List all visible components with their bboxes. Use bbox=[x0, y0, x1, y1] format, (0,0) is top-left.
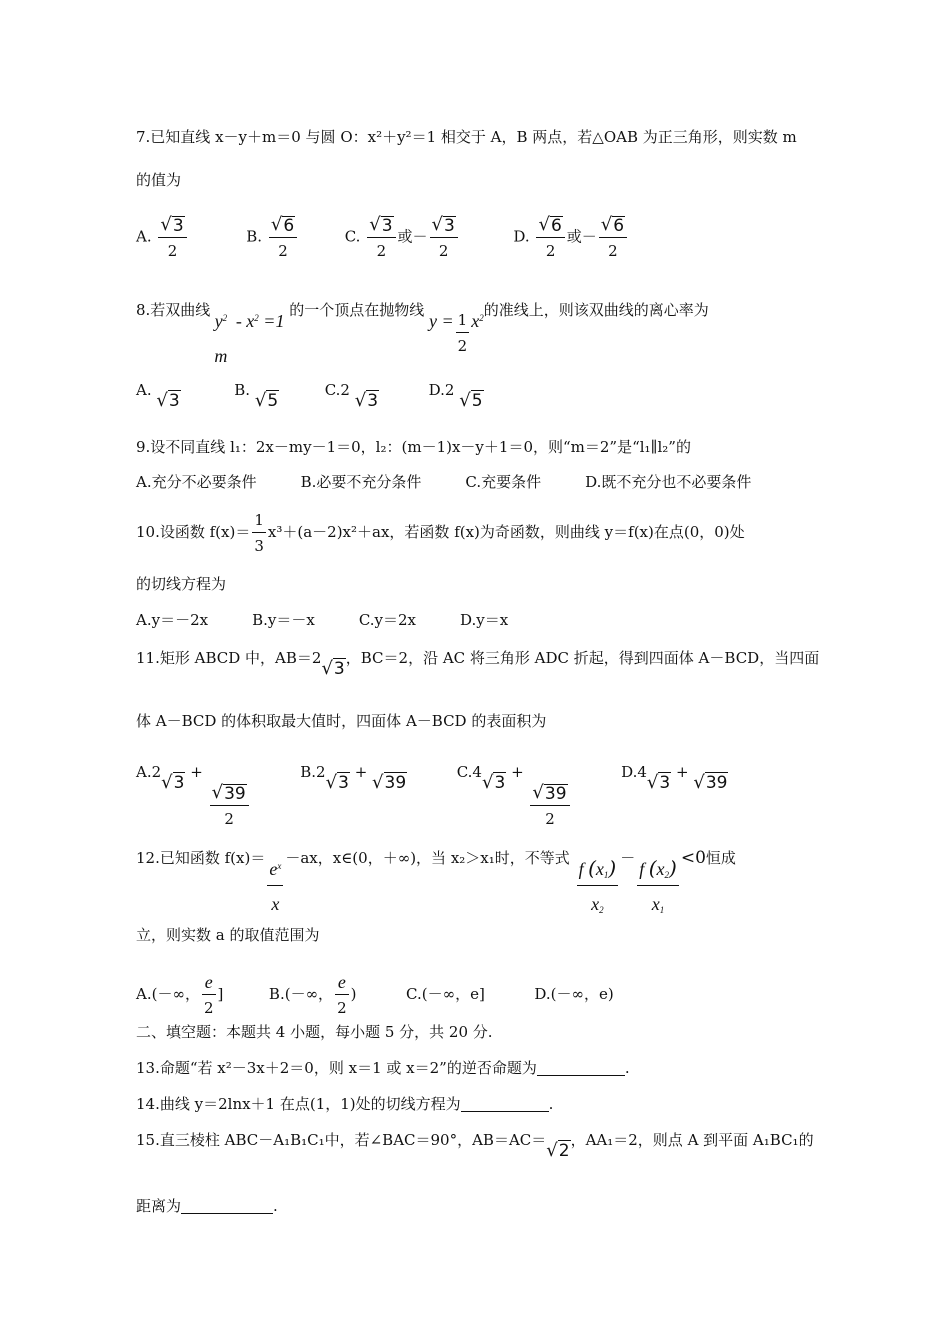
q12-option-b-label: B.(－∞， bbox=[268, 985, 334, 1003]
q8-stem: 8.若双曲线 $y^2$ m - $x^2 =1$ 的一个顶点在抛物线 y = $\frac{1}{2}$ $x^2$的准线上，则该双曲线的离心率为 bbox=[136, 301, 709, 366]
q11-option-a-sqrt3: √3 bbox=[161, 772, 185, 793]
q12-mid: －ax，x∈(0，＋∞)，当 x₂＞x₁时，不等式 bbox=[285, 849, 570, 867]
q8-option-b-label: B. bbox=[234, 381, 251, 399]
q12-stem-line1: 12.已知函数 f(x)＝ $\frac{e^x}{x}$ －ax，x∈(0，＋∞)，当 x₂＞x₁时，不等式 $\frac{f (x_1)}{x_2}$ － $\frac{f (x_2)}{x_1}$ <0恒成 bbox=[136, 848, 736, 915]
q10-option-d: D.y＝x bbox=[460, 611, 509, 629]
q8-prefix: 8.若双曲线 bbox=[136, 301, 211, 319]
q9-option-c: C.充要条件 bbox=[465, 473, 542, 491]
q11-stem-line2: 体 A－BCD 的体积取最大值时，四面体 A－BCD 的表面积为 bbox=[136, 712, 547, 730]
q10-options bbox=[136, 610, 508, 630]
q7-option-a-label: A. bbox=[136, 227, 152, 246]
q15-end: . bbox=[273, 1197, 278, 1215]
q9-stem: 9.设不同直线 l₁：2x－my－1＝0，l₂：(m－1)x－y＋1＝0，则“m＝2”是“l₁∥l₂”的 bbox=[136, 438, 691, 456]
q10-stem-line2: 的切线方程为 bbox=[136, 575, 227, 593]
q8-option-a-math: √3 bbox=[156, 390, 180, 411]
q10-suffix: x³＋(a－2)x²＋ax，若函数 f(x)为奇函数，则曲线 y＝f(x)在点(0，0)处 bbox=[267, 523, 745, 541]
q11-option-d-label: D.4 bbox=[621, 763, 647, 781]
q7-stem-line1: 7.已知直线 x－y＋m＝0 与圆 O：x²＋y²＝1 相交于 A，B 两点，若△OAB 为正三角形，则实数 m bbox=[136, 128, 797, 146]
q7-option-c-math-neg: √ 3 2 bbox=[430, 214, 458, 261]
q15-suffix: ，AA₁＝2，则点 A 到平面 A₁BC₁的 bbox=[570, 1131, 814, 1149]
q12-option-b-math: $\frac{e}{2}$ bbox=[337, 972, 347, 1017]
q14-answer-blank[interactable] bbox=[461, 1111, 549, 1112]
q14-text: 14.曲线 y＝2lnx＋1 在点(1，1)处的切线方程为 bbox=[136, 1095, 461, 1113]
q10-option-c: C.y＝2x bbox=[358, 611, 417, 629]
q8-option-a-label: A. bbox=[136, 381, 152, 399]
q8-option-d-math: √5 bbox=[459, 390, 483, 411]
q10-option-a: A.y＝－2x bbox=[136, 611, 209, 629]
q7-stem-line2: 的值为 bbox=[136, 171, 182, 189]
q11-option-c-math: √ 39 2 bbox=[530, 782, 569, 829]
q10-option-b: B.y＝－x bbox=[252, 611, 315, 629]
q7-option-c-math: √ 3 2 bbox=[367, 214, 395, 261]
q11-option-b-label: B.2 bbox=[300, 763, 326, 781]
q7-options bbox=[136, 214, 629, 261]
q10-stem-line1 bbox=[136, 510, 745, 556]
q11-option-a-label: A.2 bbox=[136, 763, 162, 781]
q15-sqrt2: √2 bbox=[546, 1140, 570, 1161]
q12-option-d: D.(－∞，e) bbox=[534, 985, 614, 1003]
q12-inequality-right: $\frac{f (x_2)}{x_1}$ bbox=[639, 856, 677, 915]
q13-text: 13.命题“若 x²－3x＋2＝0，则 x＝1 或 x＝2”的逆否命题为 bbox=[136, 1059, 537, 1077]
q11-prefix: 11.矩形 ABCD 中，AB＝2 bbox=[136, 649, 322, 667]
q8-parabola-math: $\frac{1}{2}$ bbox=[457, 311, 468, 355]
q12-function-math: $\frac{e^x}{x}$ bbox=[269, 859, 282, 914]
q12-option-a-end: ] bbox=[217, 985, 224, 1003]
q11-option-b-sqrt3: √3 bbox=[325, 772, 349, 793]
q8-option-d-label: D.2 bbox=[428, 381, 455, 399]
q7-option-d-math-neg: √ 6 2 bbox=[599, 214, 627, 261]
q11-stem-line1 bbox=[136, 648, 820, 679]
q10-prefix: 10.设函数 f(x)＝ bbox=[136, 523, 251, 541]
q15-stem-line1 bbox=[136, 1130, 814, 1161]
q15-prefix: 15.直三棱柱 ABC－A₁B₁C₁中，若∠BAC＝90°，AB＝AC＝ bbox=[136, 1131, 547, 1149]
q11-option-d-sqrt3: √3 bbox=[646, 772, 671, 793]
q8-option-c-label: C.2 bbox=[324, 381, 350, 399]
q11-option-d-math: √39 bbox=[693, 772, 728, 793]
q13-stem bbox=[136, 1058, 630, 1078]
q10-fraction: $\frac{1}{3}$ bbox=[254, 511, 264, 555]
q8-mid: 的一个顶点在抛物线 bbox=[289, 301, 425, 319]
q8-option-b-math: √5 bbox=[254, 390, 279, 411]
q11-suffix: ，BC＝2，沿 AC 将三角形 ADC 折起，得到四面体 A－BCD，当四面 bbox=[345, 649, 820, 667]
q12-option-c: C.(－∞，e] bbox=[406, 985, 485, 1003]
q8-suffix: 的准线上，则该双曲线的离心率为 bbox=[483, 301, 709, 319]
q12-option-b-end: ) bbox=[350, 985, 357, 1003]
q11-option-b-math: √39 bbox=[372, 772, 407, 793]
q13-answer-blank[interactable] bbox=[537, 1075, 625, 1076]
q12-suffix: 恒成 bbox=[705, 849, 736, 867]
q11-option-c-label: C.4 bbox=[456, 763, 482, 781]
q7-option-d-label: D. bbox=[513, 227, 530, 246]
q15-stem-line2 bbox=[136, 1196, 278, 1216]
q12-options bbox=[136, 972, 614, 1018]
q7-option-d-or: 或－ bbox=[566, 227, 597, 246]
q15-line2: 距离为 bbox=[136, 1197, 182, 1215]
q9-option-d: D.既不充分也不必要条件 bbox=[585, 473, 752, 491]
q7-option-b-math: √ 6 2 bbox=[269, 214, 297, 261]
q7-option-b-label: B. bbox=[246, 227, 263, 246]
q11-options: A.2√3 + √ 39 2 B.2√3 + √39 C.4√3 + √ 39 2 D.4√3 + √39 bbox=[136, 763, 728, 828]
q12-option-a-label: A.(－∞， bbox=[136, 985, 200, 1003]
q14-stem bbox=[136, 1094, 553, 1114]
q9-option-b: B.必要不充分条件 bbox=[300, 473, 422, 491]
q14-end: . bbox=[548, 1095, 554, 1113]
q12-option-a-math: $\frac{e}{2}$ bbox=[203, 972, 214, 1017]
q8-options bbox=[136, 380, 484, 411]
q13-end: . bbox=[624, 1059, 630, 1077]
q11-option-c-sqrt3: √3 bbox=[481, 772, 506, 793]
q12-prefix: 12.已知函数 f(x)＝ bbox=[136, 849, 266, 867]
q9-options bbox=[136, 472, 751, 492]
q7-option-d-math: √ 6 2 bbox=[536, 214, 564, 261]
q12-stem-line2: 立，则实数 a 的取值范围为 bbox=[136, 926, 320, 944]
q15-answer-blank[interactable] bbox=[181, 1213, 273, 1214]
q11-option-a-math: √ 39 2 bbox=[210, 782, 249, 829]
q8-option-c-math: √3 bbox=[354, 390, 379, 411]
q7-option-a-math: √ 3 2 bbox=[158, 214, 186, 261]
q8-hyperbola-math: $y^2$ m bbox=[214, 311, 228, 366]
q7-option-c-label: C. bbox=[344, 227, 361, 246]
section-2-heading: 二、填空题：本题共 4 小题，每小题 5 分，共 20 分. bbox=[136, 1023, 493, 1041]
q7-option-c-or: 或－ bbox=[397, 227, 428, 246]
q9-option-a: A.充分不必要条件 bbox=[136, 473, 257, 491]
q12-inequality-left: $\frac{f (x_1)}{x_2}$ bbox=[578, 856, 617, 915]
q11-sqrt3: √3 bbox=[321, 658, 345, 679]
